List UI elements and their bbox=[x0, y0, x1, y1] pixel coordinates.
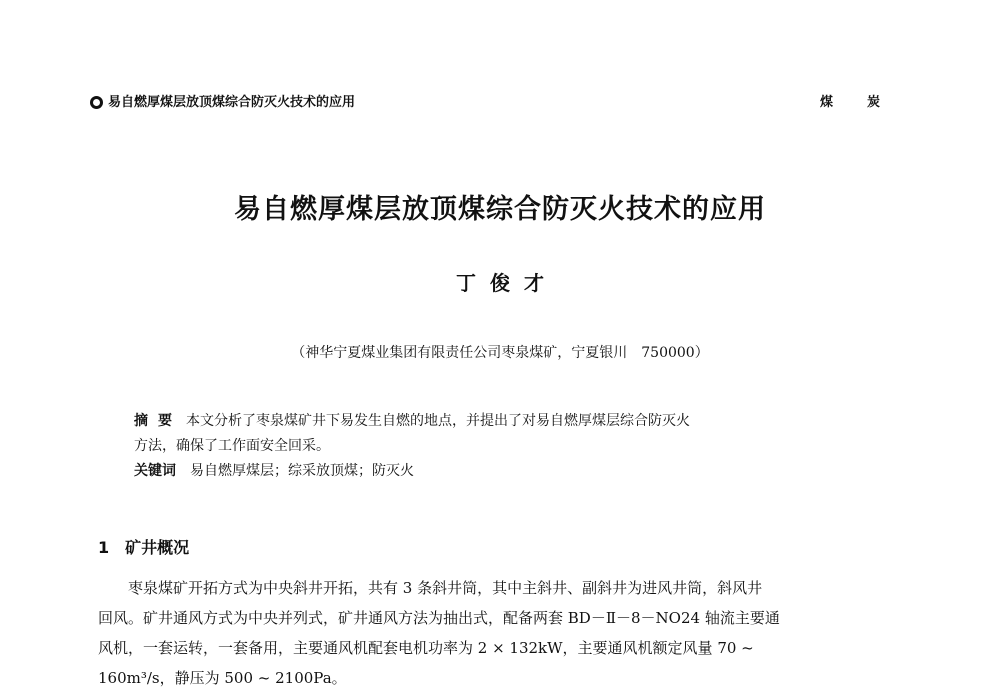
running-head-title: 易自燃厚煤层放顶煤综合防灭火技术的应用 bbox=[108, 95, 356, 110]
abstract-line: 方法，确保了工作面安全回采。 bbox=[134, 438, 330, 454]
section-title: 矿井概况 bbox=[125, 538, 190, 557]
section-number: 1 bbox=[98, 538, 110, 557]
abstract-line bbox=[134, 409, 864, 434]
paper-title: 易自燃厚煤层放顶煤综合防灭火技术的应用 bbox=[234, 194, 766, 225]
bullet-icon bbox=[90, 96, 103, 109]
abstract-block bbox=[134, 409, 864, 484]
body-line: 枣泉煤矿开拓方式为中央斜井开拓，共有 3 条斜井筒，其中主斜井、副斜井为进风井筒，斜风井 bbox=[128, 579, 763, 597]
keywords-label: 关键词 bbox=[134, 463, 176, 479]
body-line: 160m³/s，静压为 500 ~ 2100Pa。 bbox=[98, 669, 347, 687]
abstract-text: 本文分析了枣泉煤矿井下易发生自燃的地点，并提出了对易自燃厚煤层综合防灭火 bbox=[186, 413, 690, 429]
author-name: 丁俊才 bbox=[456, 271, 558, 295]
keywords-text: 易自燃厚煤层；综采放顶煤；防灭火 bbox=[190, 463, 414, 479]
section-heading bbox=[98, 535, 189, 561]
body-line: 风机，一套运转，一套备用，主要通风机配套电机功率为 2 × 132kW，主要通风机额定风量 70 ~ bbox=[98, 639, 754, 657]
keywords-line bbox=[134, 459, 864, 484]
author-affiliation: （神华宁夏煤业集团有限责任公司枣泉煤矿，宁夏银川 750000） bbox=[291, 345, 709, 361]
journal-name: 煤炭 bbox=[819, 95, 914, 110]
running-head bbox=[90, 94, 914, 114]
body-line: 回风。矿井通风方式为中央并列式，矿井通风方法为抽出式，配备两套 BD－Ⅱ－8－NO24 轴流主要通 bbox=[98, 609, 780, 627]
section-body bbox=[98, 573, 898, 693]
abstract-label: 摘要 bbox=[134, 413, 182, 429]
